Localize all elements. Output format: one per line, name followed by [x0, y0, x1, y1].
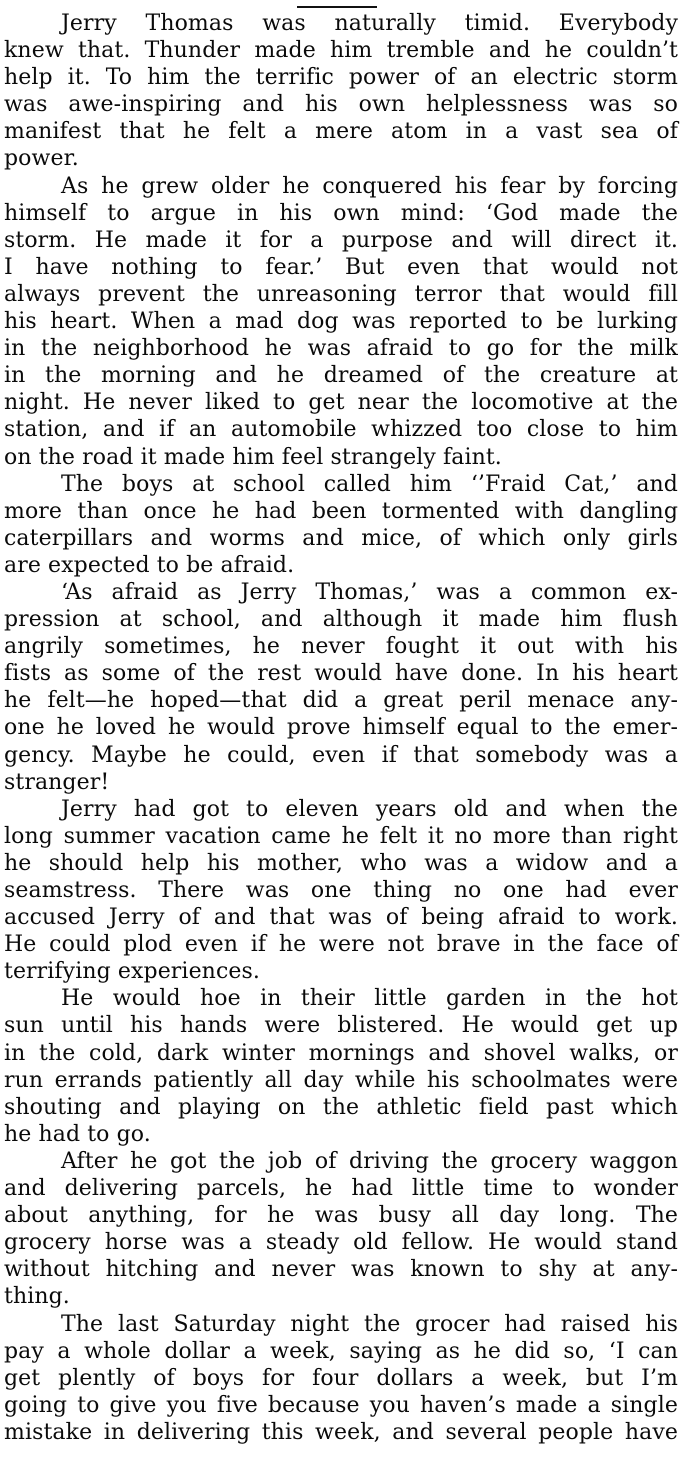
text-line: knew that. Thunder made him tremble and he couldn’t: [4, 38, 678, 64]
text-line: accused Jerry of and that was of being afraid to work.: [4, 905, 678, 931]
text-line: in the morning and he dreamed of the creature at: [4, 363, 678, 389]
text-line: Jerry Thomas was naturally timid. Everybody: [61, 11, 678, 36]
text-line: in the cold, dark winter mornings and shovel walks, or: [4, 1040, 678, 1066]
paragraph: [4, 471, 678, 579]
paragraph: [4, 1311, 678, 1446]
paragraph: [4, 10, 678, 173]
text-line: Jerry had got to eleven years old and when the: [61, 796, 678, 822]
text-line: going to give you five because you haven’s made a single: [4, 1392, 678, 1418]
text-line: seamstress. There was one thing no one had ever: [4, 878, 678, 903]
text-line: I have nothing to fear.’ But even that would not: [4, 254, 678, 280]
text-line: manifest that he felt a mere atom in a vast sea of: [4, 119, 678, 145]
text-line: The boys at school called him ‘’Fraid Cat,’ and: [61, 471, 678, 497]
text-line: mistake in delivering this week, and several people have: [4, 1419, 678, 1445]
paragraph: [4, 985, 678, 1148]
text-line: He would hoe in their little garden in the hot: [61, 986, 678, 1012]
text-line: pression at school, and although it made him flush: [4, 607, 678, 633]
text-line: stranger!: [4, 769, 110, 795]
text-line: pay a whole dollar a week, saying as he did so, ‘I can: [4, 1338, 678, 1364]
paragraph: [4, 1148, 678, 1311]
paragraph: [4, 796, 678, 986]
text-line: sun until his hands were blistered. He would get up: [4, 1013, 678, 1039]
text-line: terrifying experiences.: [4, 959, 260, 985]
text-line: night. He never liked to get near the locomotive at the: [4, 390, 678, 416]
text-line: caterpillars and worms and mice, of which only girls: [4, 525, 678, 551]
text-line: run errands patiently all day while his schoolmates were: [4, 1067, 678, 1093]
text-line: help it. To him the terrific power of an electric storm: [4, 65, 678, 91]
text-line: without hitching and never was known to shy at any-: [4, 1257, 678, 1283]
text-line: storm. He made it for a purpose and will direct it.: [4, 227, 678, 253]
text-line: As he grew older he conquered his fear by forcing: [61, 173, 678, 199]
paragraph: [4, 579, 678, 796]
text-line: gency. Maybe he could, even if that somebody was a: [4, 742, 678, 768]
text-line: one he loved he would prove himself equal to the emer-: [4, 715, 678, 741]
text-line: He could plod even if he were not brave in the face of: [4, 932, 678, 958]
text-line: shouting and playing on the athletic field past which: [4, 1094, 678, 1120]
top-divider-rule: [297, 6, 377, 8]
text-line: angrily sometimes, he never fought it out with his: [4, 634, 678, 660]
text-line: grocery horse was a steady old fellow. He would stand: [4, 1230, 678, 1256]
text-line: he felt—he hoped—that did a great peril menace any-: [4, 688, 678, 714]
paragraph: [4, 173, 678, 471]
text-line: ‘As afraid as Jerry Thomas,’ was a common ex-: [61, 579, 678, 605]
text-line: are expected to be afraid.: [4, 552, 295, 578]
text-line: station, and if an automobile whizzed too close to him: [4, 417, 678, 443]
text-line: The last Saturday night the grocer had raised his: [61, 1311, 678, 1337]
text-line: himself to argue in his own mind: ‘God made the: [4, 200, 678, 226]
text-line: more than once he had been tormented with dangling: [4, 498, 678, 524]
text-line: get plently of boys for four dollars a week, but I’m: [4, 1365, 678, 1391]
text-line: fists as some of the rest would have done. In his heart: [4, 661, 678, 687]
text-line: always prevent the unreasoning terror that would fill: [4, 281, 678, 307]
text-line: he had to go.: [4, 1121, 151, 1147]
story-text: [4, 10, 678, 1446]
text-line: long summer vacation came he felt it no more than right: [4, 823, 678, 849]
text-line: was awe-inspiring and his own helplessness was so: [4, 92, 678, 118]
text-line: power.: [4, 146, 79, 172]
text-line: about anything, for he was busy all day long. The: [4, 1203, 678, 1229]
text-line: he should help his mother, who was a widow and a: [4, 850, 678, 876]
text-line: After he got the job of driving the grocery waggon: [61, 1148, 678, 1174]
text-line: in the neighborhood he was afraid to go for the milk: [4, 336, 678, 362]
text-line: thing.: [4, 1284, 70, 1310]
text-line: on the road it made him feel strangely faint.: [4, 444, 502, 470]
text-line: his heart. When a mad dog was reported to be lurking: [4, 309, 678, 335]
text-line: and delivering parcels, he had little time to wonder: [4, 1176, 678, 1202]
